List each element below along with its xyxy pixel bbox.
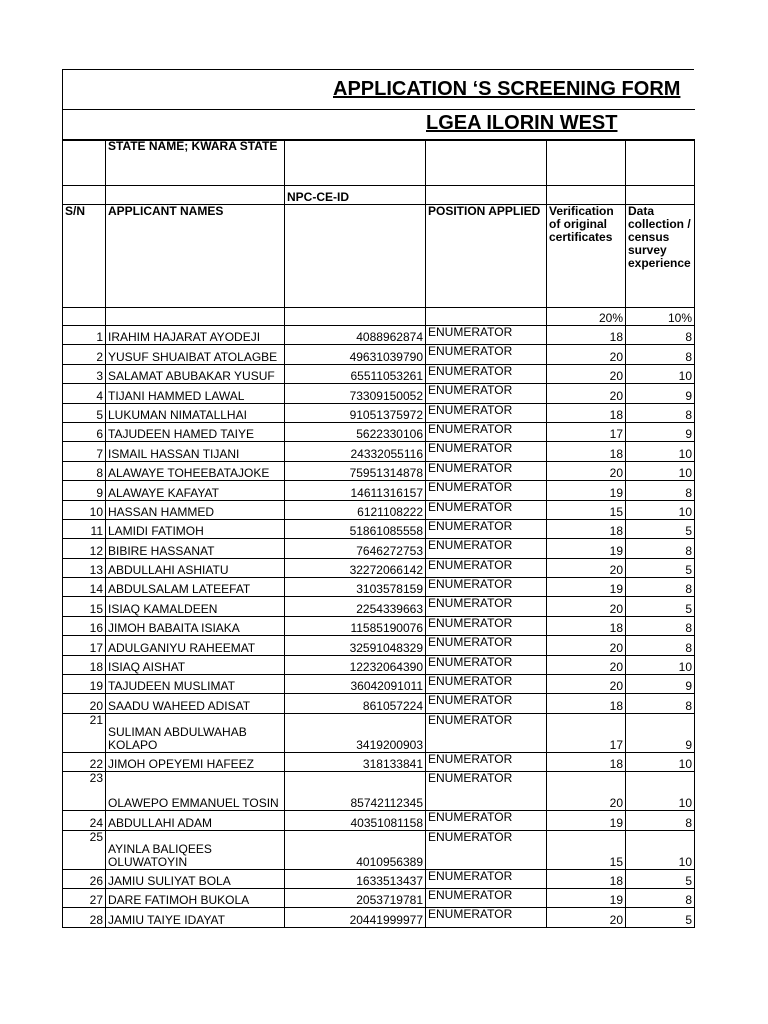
- position-cell: ENUMERATOR: [426, 578, 547, 597]
- table-row: [63, 578, 695, 597]
- serial-number-cell: 3: [63, 364, 106, 383]
- position-cell: ENUMERATOR: [426, 694, 547, 713]
- applicant-name-cell: ISMAIL HASSAN TIJANI: [106, 442, 285, 461]
- serial-number-cell: 11: [63, 519, 106, 538]
- npc-ce-id-cell: 5622330106: [285, 422, 426, 441]
- position-cell: ENUMERATOR: [426, 345, 547, 364]
- npc-ce-id-cell: 40351081158: [285, 811, 426, 830]
- table-row: [63, 655, 695, 674]
- data-collection-score-cell: 8: [626, 481, 695, 500]
- serial-number-cell: 19: [63, 675, 106, 694]
- verification-score-cell: 19: [547, 481, 626, 500]
- position-cell: ENUMERATOR: [426, 384, 547, 403]
- table-row: [63, 422, 695, 441]
- position-cell: ENUMERATOR: [426, 752, 547, 771]
- npc-ce-id-cell: 36042091011: [285, 675, 426, 694]
- position-cell: ENUMERATOR: [426, 519, 547, 538]
- form-title-block: [62, 69, 694, 139]
- table-row: [63, 908, 695, 927]
- position-cell: ENUMERATOR: [426, 830, 547, 869]
- serial-number-cell: 6: [63, 422, 106, 441]
- table-row: [63, 752, 695, 771]
- applicant-name-cell: ADULGANIYU RAHEEMAT: [106, 636, 285, 655]
- serial-number-cell: 24: [63, 811, 106, 830]
- data-collection-score-cell: 8: [626, 578, 695, 597]
- npc-ce-id-cell: 3419200903: [285, 713, 426, 752]
- table-row: [63, 869, 695, 888]
- verification-score-cell: 18: [547, 403, 626, 422]
- npc-row: [63, 186, 695, 205]
- npc-ce-id-cell: 1633513437: [285, 869, 426, 888]
- applicant-name-cell: DARE FATIMOH BUKOLA: [106, 888, 285, 907]
- table-row: [63, 461, 695, 480]
- applicant-name-cell: ALAWAYE TOHEEBATAJOKE: [106, 461, 285, 480]
- verification-score-cell: 20: [547, 597, 626, 616]
- data-collection-score-cell: 9: [626, 675, 695, 694]
- state-row: [63, 140, 695, 186]
- npc-ce-id-cell: 14611316157: [285, 481, 426, 500]
- data-collection-header: Data collection / census survey experience: [626, 205, 695, 308]
- position-cell: ENUMERATOR: [426, 500, 547, 519]
- lgea-title: LGEA ILORIN WEST: [426, 112, 618, 134]
- serial-number-cell: 21: [63, 713, 106, 752]
- npc-ce-id-cell: 49631039790: [285, 345, 426, 364]
- applicant-name-cell: SAADU WAHEED ADISAT: [106, 694, 285, 713]
- npc-ce-id-cell: 24332055116: [285, 442, 426, 461]
- position-cell: ENUMERATOR: [426, 326, 547, 345]
- npc-ce-id-cell: 2254339663: [285, 597, 426, 616]
- table-row: [63, 558, 695, 577]
- verification-score-cell: 20: [547, 558, 626, 577]
- data-collection-score-cell: 9: [626, 422, 695, 441]
- serial-number-cell: 16: [63, 616, 106, 635]
- table-row: [63, 442, 695, 461]
- applicant-name-cell: TIJANI HAMMED LAWAL: [106, 384, 285, 403]
- applicant-name-cell: SULIMAN ABDULWAHAB KOLAPO: [106, 713, 285, 752]
- applicant-name-cell: BIBIRE HASSANAT: [106, 539, 285, 558]
- verification-score-cell: 19: [547, 539, 626, 558]
- serial-number-cell: 17: [63, 636, 106, 655]
- npc-ce-id-cell: 318133841: [285, 752, 426, 771]
- verification-score-cell: 20: [547, 908, 626, 927]
- position-cell: ENUMERATOR: [426, 811, 547, 830]
- serial-number-cell: 23: [63, 772, 106, 811]
- table-row: [63, 539, 695, 558]
- table-row: [63, 713, 695, 752]
- data-collection-score-cell: 8: [626, 326, 695, 345]
- npc-ce-id-cell: 7646272753: [285, 539, 426, 558]
- applicant-name-cell: ALAWAYE KAFAYAT: [106, 481, 285, 500]
- data-collection-score-cell: 9: [626, 713, 695, 752]
- data-collection-score-cell: 10: [626, 364, 695, 383]
- verification-score-cell: 17: [547, 422, 626, 441]
- npc-ce-id-cell: 4088962874: [285, 326, 426, 345]
- table-row: [63, 888, 695, 907]
- table-row: [63, 830, 695, 869]
- table-row: [63, 597, 695, 616]
- position-cell: ENUMERATOR: [426, 558, 547, 577]
- verification-score-cell: 19: [547, 888, 626, 907]
- applicant-name-cell: SALAMAT ABUBAKAR YUSUF: [106, 364, 285, 383]
- applicant-name-cell: ABDULLAHI ASHIATU: [106, 558, 285, 577]
- sn-header: S/N: [63, 205, 106, 308]
- applicant-name-cell: LUKUMAN NIMATALLHAI: [106, 403, 285, 422]
- serial-number-cell: 4: [63, 384, 106, 403]
- table-row: [63, 500, 695, 519]
- position-cell: ENUMERATOR: [426, 888, 547, 907]
- verification-score-cell: 18: [547, 326, 626, 345]
- position-cell: ENUMERATOR: [426, 713, 547, 752]
- table-row: [63, 772, 695, 811]
- npc-ce-id-cell: 20441999977: [285, 908, 426, 927]
- verification-score-cell: 20: [547, 655, 626, 674]
- verification-score-cell: 20: [547, 461, 626, 480]
- applicant-name-cell: ABDULLAHI ADAM: [106, 811, 285, 830]
- data-collection-score-cell: 5: [626, 597, 695, 616]
- position-cell: ENUMERATOR: [426, 655, 547, 674]
- npc-ce-id-cell: 32272066142: [285, 558, 426, 577]
- serial-number-cell: 2: [63, 345, 106, 364]
- npc-ce-id-cell: 65511053261: [285, 364, 426, 383]
- applicant-name-cell: LAMIDI FATIMOH: [106, 519, 285, 538]
- position-applied-header: POSITION APPLIED: [426, 205, 547, 308]
- verification-score-cell: 15: [547, 500, 626, 519]
- serial-number-cell: 26: [63, 869, 106, 888]
- serial-number-cell: 22: [63, 752, 106, 771]
- verification-score-cell: 19: [547, 811, 626, 830]
- data-collection-score-cell: 10: [626, 461, 695, 480]
- state-name-label: STATE NAME; KWARA STATE: [106, 140, 285, 186]
- applicant-name-cell: ISIAQ AISHAT: [106, 655, 285, 674]
- data-collection-score-cell: 5: [626, 558, 695, 577]
- npc-ce-id-cell: 3103578159: [285, 578, 426, 597]
- serial-number-cell: 28: [63, 908, 106, 927]
- npc-ce-id-cell: 11585190076: [285, 616, 426, 635]
- serial-number-cell: 27: [63, 888, 106, 907]
- table-row: [63, 616, 695, 635]
- npc-ce-id-cell: 85742112345: [285, 772, 426, 811]
- position-cell: ENUMERATOR: [426, 481, 547, 500]
- position-cell: ENUMERATOR: [426, 636, 547, 655]
- npc-ce-id-cell: 6121108222: [285, 500, 426, 519]
- position-cell: ENUMERATOR: [426, 869, 547, 888]
- serial-number-cell: 20: [63, 694, 106, 713]
- position-cell: ENUMERATOR: [426, 597, 547, 616]
- table-row: [63, 519, 695, 538]
- serial-number-cell: 1: [63, 326, 106, 345]
- npc-ce-id-cell: 12232064390: [285, 655, 426, 674]
- npc-ce-id-cell: 73309150052: [285, 384, 426, 403]
- applicant-name-cell: JIMOH OPEYEMI HAFEEZ: [106, 752, 285, 771]
- data-collection-score-cell: 8: [626, 636, 695, 655]
- verification-score-cell: 20: [547, 772, 626, 811]
- applicant-name-cell: AYINLA BALIQEES OLUWATOYIN: [106, 830, 285, 869]
- verification-score-cell: 18: [547, 616, 626, 635]
- applicant-name-cell: IRAHIM HAJARAT AYODEJI: [106, 326, 285, 345]
- title-row-2: [63, 109, 695, 141]
- serial-number-cell: 12: [63, 539, 106, 558]
- position-cell: ENUMERATOR: [426, 616, 547, 635]
- verification-score-cell: 17: [547, 713, 626, 752]
- weights-row: [63, 308, 695, 326]
- data-collection-weight: 10%: [626, 308, 695, 326]
- serial-number-cell: 18: [63, 655, 106, 674]
- position-cell: ENUMERATOR: [426, 403, 547, 422]
- applicant-names-header: APPLICANT NAMES: [106, 205, 285, 308]
- applicant-name-cell: TAJUDEEN MUSLIMAT: [106, 675, 285, 694]
- header-row: [63, 205, 695, 308]
- npc-ce-id-header: NPC-CE-ID: [285, 186, 426, 205]
- npc-ce-id-cell: 32591048329: [285, 636, 426, 655]
- data-collection-score-cell: 5: [626, 869, 695, 888]
- table-row: [63, 326, 695, 345]
- verification-score-cell: 20: [547, 364, 626, 383]
- data-collection-score-cell: 10: [626, 655, 695, 674]
- position-cell: ENUMERATOR: [426, 461, 547, 480]
- data-collection-score-cell: 8: [626, 888, 695, 907]
- data-collection-score-cell: 8: [626, 539, 695, 558]
- verification-weight: 20%: [547, 308, 626, 326]
- position-cell: ENUMERATOR: [426, 539, 547, 558]
- applicant-name-cell: ABDULSALAM LATEEFAT: [106, 578, 285, 597]
- data-collection-score-cell: 5: [626, 908, 695, 927]
- verification-score-cell: 18: [547, 519, 626, 538]
- verification-score-cell: 19: [547, 578, 626, 597]
- data-collection-score-cell: 8: [626, 811, 695, 830]
- verification-score-cell: 15: [547, 830, 626, 869]
- position-cell: ENUMERATOR: [426, 442, 547, 461]
- position-cell: ENUMERATOR: [426, 908, 547, 927]
- serial-number-cell: 7: [63, 442, 106, 461]
- verification-score-cell: 18: [547, 752, 626, 771]
- verification-score-cell: 18: [547, 442, 626, 461]
- table-row: [63, 694, 695, 713]
- title-row-1: [63, 70, 695, 110]
- verification-header: Verification of original certificates: [547, 205, 626, 308]
- data-collection-score-cell: 10: [626, 752, 695, 771]
- data-collection-score-cell: 10: [626, 830, 695, 869]
- serial-number-cell: 14: [63, 578, 106, 597]
- serial-number-cell: 13: [63, 558, 106, 577]
- table-row: [63, 403, 695, 422]
- table-row: [63, 636, 695, 655]
- table-row: [63, 481, 695, 500]
- applicant-name-cell: JAMIU TAIYE IDAYAT: [106, 908, 285, 927]
- position-cell: ENUMERATOR: [426, 772, 547, 811]
- data-collection-score-cell: 5: [626, 519, 695, 538]
- screening-table: [62, 139, 695, 928]
- position-cell: ENUMERATOR: [426, 675, 547, 694]
- npc-ce-id-cell: 91051375972: [285, 403, 426, 422]
- npc-ce-id-cell: 2053719781: [285, 888, 426, 907]
- npc-ce-id-cell: 51861085558: [285, 519, 426, 538]
- table-row: [63, 384, 695, 403]
- applicant-name-cell: JAMIU SULIYAT BOLA: [106, 869, 285, 888]
- applicant-name-cell: TAJUDEEN HAMED TAIYE: [106, 422, 285, 441]
- verification-score-cell: 20: [547, 675, 626, 694]
- verification-score-cell: 20: [547, 345, 626, 364]
- verification-score-cell: 18: [547, 869, 626, 888]
- table-row: [63, 364, 695, 383]
- table-row: [63, 811, 695, 830]
- data-collection-score-cell: 8: [626, 694, 695, 713]
- form-title: APPLICATION ‘S SCREENING FORM: [333, 78, 681, 100]
- data-collection-score-cell: 10: [626, 772, 695, 811]
- serial-number-cell: 10: [63, 500, 106, 519]
- table-row: [63, 345, 695, 364]
- applicant-name-cell: HASSAN HAMMED: [106, 500, 285, 519]
- npc-ce-id-cell: 861057224: [285, 694, 426, 713]
- table-row: [63, 675, 695, 694]
- serial-number-cell: 25: [63, 830, 106, 869]
- applicant-name-cell: JIMOH BABAITA ISIAKA: [106, 616, 285, 635]
- serial-number-cell: 15: [63, 597, 106, 616]
- position-cell: ENUMERATOR: [426, 422, 547, 441]
- serial-number-cell: 5: [63, 403, 106, 422]
- data-collection-score-cell: 8: [626, 616, 695, 635]
- applicant-name-cell: ISIAQ KAMALDEEN: [106, 597, 285, 616]
- verification-score-cell: 18: [547, 694, 626, 713]
- data-collection-score-cell: 8: [626, 403, 695, 422]
- data-collection-score-cell: 9: [626, 384, 695, 403]
- data-collection-score-cell: 10: [626, 500, 695, 519]
- verification-score-cell: 20: [547, 384, 626, 403]
- npc-ce-id-cell: 75951314878: [285, 461, 426, 480]
- position-cell: ENUMERATOR: [426, 364, 547, 383]
- verification-score-cell: 20: [547, 636, 626, 655]
- serial-number-cell: 8: [63, 461, 106, 480]
- data-collection-score-cell: 10: [626, 442, 695, 461]
- applicant-name-cell: YUSUF SHUAIBAT ATOLAGBE: [106, 345, 285, 364]
- applicant-name-cell: OLAWEPO EMMANUEL TOSIN: [106, 772, 285, 811]
- data-collection-score-cell: 8: [626, 345, 695, 364]
- serial-number-cell: 9: [63, 481, 106, 500]
- npc-ce-id-cell: 4010956389: [285, 830, 426, 869]
